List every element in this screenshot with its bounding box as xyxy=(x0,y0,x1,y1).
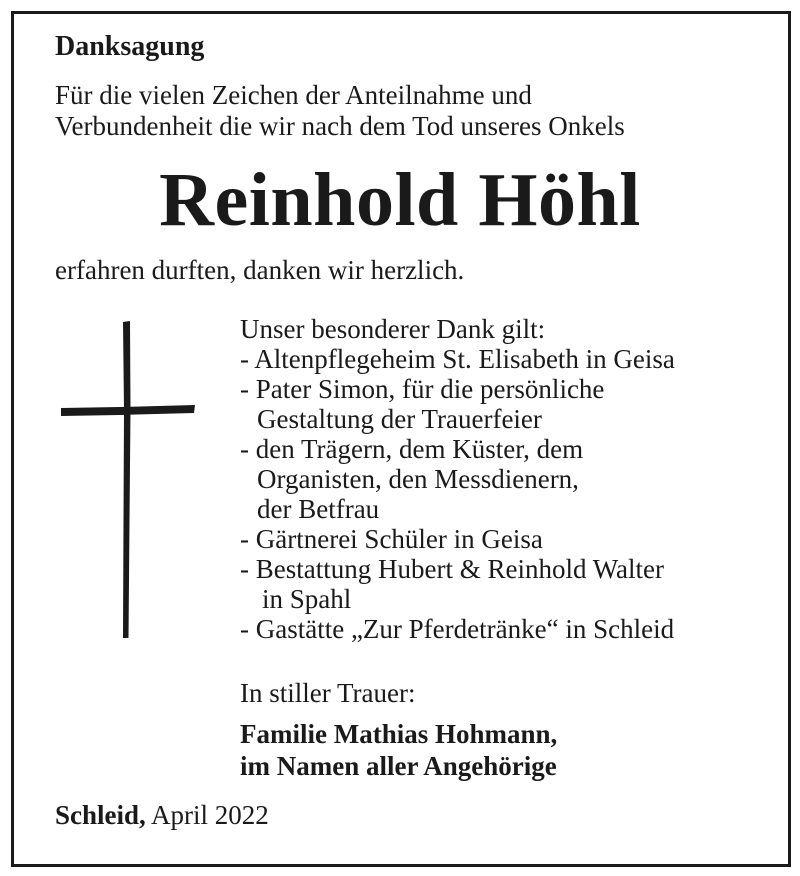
thanks-list xyxy=(240,344,675,644)
place: Schleid, xyxy=(55,800,146,830)
intro-text xyxy=(55,80,625,142)
thanks-section xyxy=(240,314,675,644)
list-item-continuation: der Betfrau xyxy=(257,494,380,524)
family-line: Familie Mathias Hohmann, xyxy=(240,719,558,749)
cross-icon xyxy=(60,320,196,640)
list-item-text: - Bestattung Hubert & Reinhold Walter xyxy=(240,554,664,584)
list-item xyxy=(240,614,675,644)
list-item-continuation: Gestaltung der Trauerfeier xyxy=(257,404,542,434)
place-date xyxy=(55,800,269,831)
list-item-continuation: Organisten, den Messdienern, xyxy=(257,464,579,494)
family-signature xyxy=(240,718,557,782)
intro-line: Verbundenheit die wir nach dem Tod unseres Onkels xyxy=(55,111,625,141)
list-item xyxy=(240,434,675,524)
family-line: im Namen aller Angehörige xyxy=(240,751,557,781)
list-item-continuation: in Spahl xyxy=(262,584,352,614)
deceased-name: Reinhold Höhl xyxy=(159,158,641,242)
closing-line: erfahren durften, danken wir herzlich. xyxy=(55,255,465,285)
list-item-text: - Pater Simon, für die persönliche xyxy=(240,374,605,404)
list-item xyxy=(240,344,675,374)
notice-heading: Danksagung xyxy=(55,31,205,62)
list-item xyxy=(240,554,675,614)
intro-line: Für die vielen Zeichen der Anteilnahme und xyxy=(55,80,532,110)
list-item-text: - den Trägern, dem Küster, dem xyxy=(240,434,584,464)
list-item xyxy=(240,524,675,554)
list-item-text: - Gärtnerei Schüler in Geisa xyxy=(240,524,543,554)
date: April 2022 xyxy=(151,800,269,830)
list-item-text: - Gastätte „Zur Pferdetränke“ in Schleid xyxy=(240,614,675,644)
thanks-title: Unser besonderer Dank gilt: xyxy=(240,314,546,344)
list-item-text: - Altenpflegeheim St. Elisabeth in Geisa xyxy=(240,344,675,374)
list-item xyxy=(240,374,675,434)
mourning-label: In stiller Trauer: xyxy=(240,678,416,708)
